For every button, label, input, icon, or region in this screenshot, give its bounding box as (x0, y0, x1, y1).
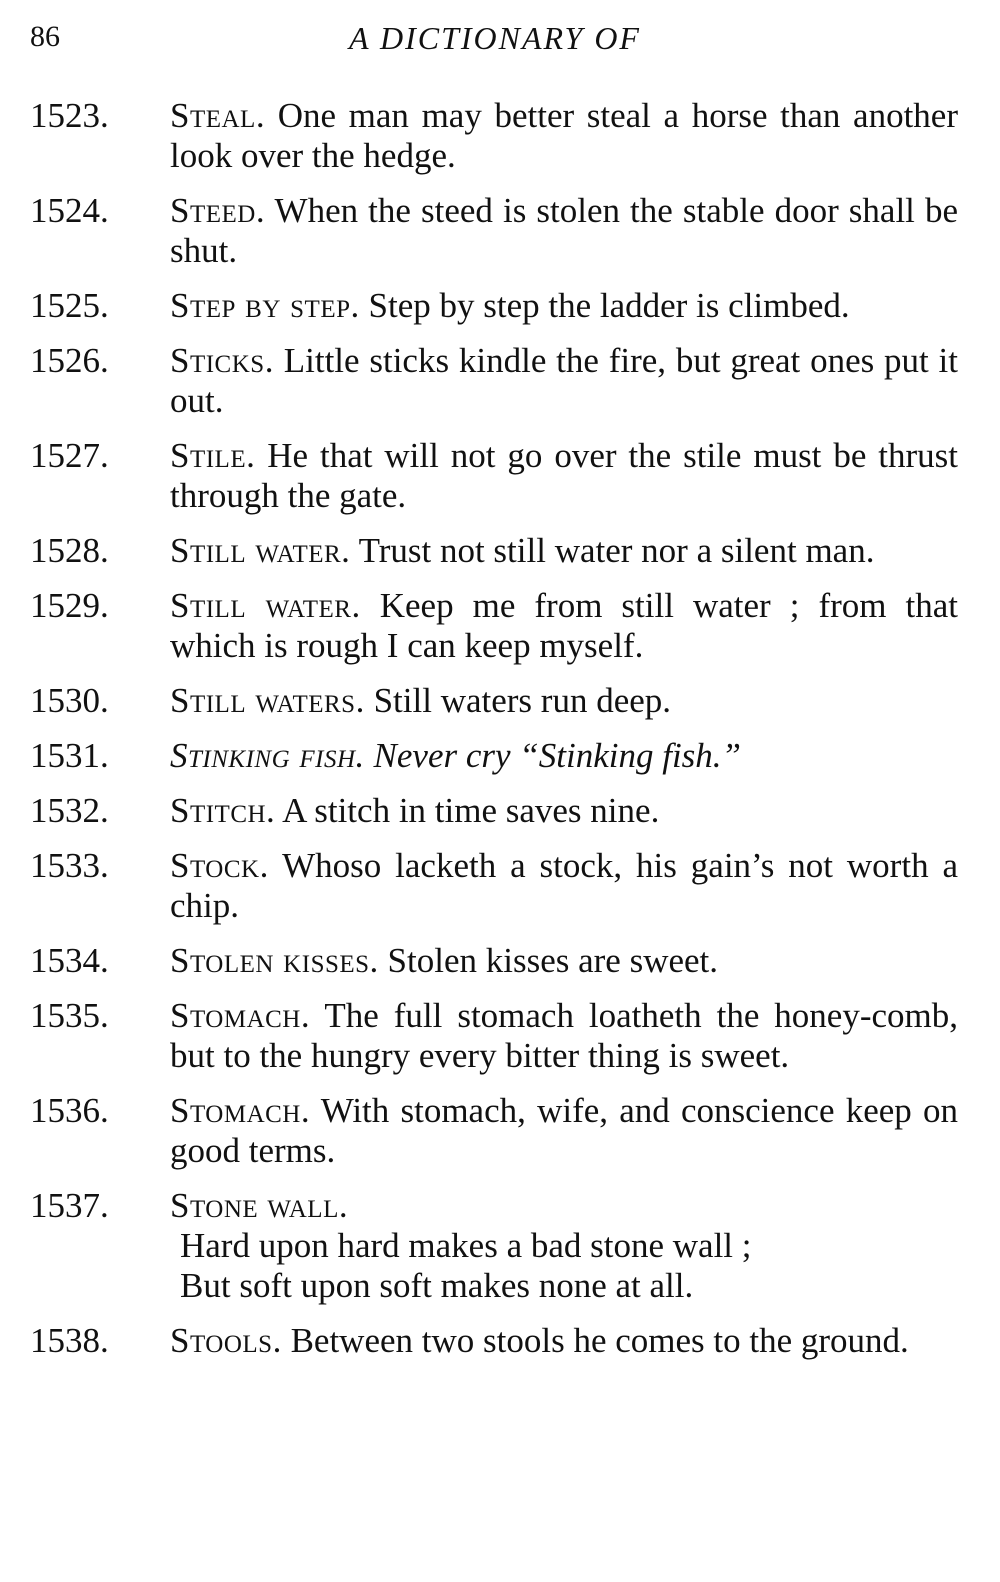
entry-number: 1538. (30, 1321, 109, 1360)
entry-1526 (30, 341, 958, 421)
entry-number: 1537. (30, 1186, 109, 1225)
entry-1532 (30, 791, 958, 831)
entry-number: 1529. (30, 586, 109, 625)
proverb-text: Step by step the ladder is climbed. (368, 286, 850, 325)
headword: Steal. (170, 96, 266, 135)
entry-number: 1536. (30, 1091, 109, 1130)
proverb-text: Whoso lacketh a stock, his gain’s not worth a chip. (170, 846, 958, 925)
entry-1529 (30, 586, 958, 666)
entry-number: 1523. (30, 96, 109, 135)
proverb-text: One man may better steal a horse than another look over the hedge. (170, 96, 958, 175)
entry-number: 1525. (30, 286, 109, 325)
entry-number: 1527. (30, 436, 109, 475)
headword: Stools. (170, 1321, 282, 1360)
proverb-text: Keep me from still water ; from that which is rough I can keep myself. (170, 586, 959, 665)
entry-1538 (30, 1321, 958, 1361)
proverb-text: Trust not still water nor a silent man. (358, 531, 875, 570)
page-number: 86 (30, 20, 60, 53)
proverb-text: The full stomach loatheth the honey-comb, but to the hungry every bitter thing is sweet. (170, 996, 958, 1075)
entry-1523 (30, 96, 958, 176)
proverb-text: Never cry “Stinking fish.” (373, 736, 742, 775)
proverb-text: He that will not go over the stile must be thrust through the gate. (170, 436, 958, 515)
proverb-text: A stitch in time saves nine. (282, 791, 660, 830)
proverb-text: Little sticks kindle the fire, but great ones put it out. (170, 341, 958, 420)
entry-number: 1530. (30, 681, 109, 720)
headword: Stolen kisses. (170, 941, 379, 980)
entry-1525 (30, 286, 958, 326)
entry-1527 (30, 436, 958, 516)
verse-line: Hard upon hard makes a bad stone wall ; (180, 1226, 752, 1265)
headword: Stile. (170, 436, 256, 475)
headword: Stinking fish. (170, 736, 365, 775)
headword: Stone wall. (170, 1186, 349, 1225)
entry-1528 (30, 531, 958, 571)
headword: Stomach. (170, 1091, 311, 1130)
entry-number: 1532. (30, 791, 109, 830)
entry-number: 1531. (30, 736, 109, 775)
proverb-text: When the steed is stolen the stable door shall be shut. (170, 191, 958, 270)
verse-line: But soft upon soft makes none at all. (180, 1266, 694, 1305)
entry-1531 (30, 736, 958, 776)
proverb-text: Still waters run deep. (373, 681, 672, 720)
entry-1534 (30, 941, 958, 981)
entry-1536 (30, 1091, 958, 1171)
entry-1537 (30, 1186, 958, 1306)
proverb-text: With stomach, wife, and conscience keep on good terms. (170, 1091, 958, 1170)
headword: Still waters. (170, 681, 365, 720)
entry-1524 (30, 191, 958, 271)
entry-number: 1524. (30, 191, 109, 230)
entry-number: 1535. (30, 996, 109, 1035)
headword: Stock. (170, 846, 269, 885)
entry-list (30, 96, 958, 1376)
proverb-text: Stolen kisses are sweet. (387, 941, 719, 980)
headword: Steed. (170, 191, 266, 230)
proverb-text: Between two stools he comes to the ground. (290, 1321, 909, 1360)
entry-number: 1534. (30, 941, 109, 980)
headword: Stitch. (170, 791, 276, 830)
entry-1535 (30, 996, 958, 1076)
entry-number: 1533. (30, 846, 109, 885)
headword: Sticks. (170, 341, 274, 380)
entry-number: 1526. (30, 341, 109, 380)
headword: Still water. (170, 586, 361, 625)
running-head: A DICTIONARY OF (349, 20, 641, 56)
entry-1533 (30, 846, 958, 926)
entry-1530 (30, 681, 958, 721)
entry-number: 1528. (30, 531, 109, 570)
page-header (30, 20, 960, 64)
headword: Step by step. (170, 286, 360, 325)
headword: Stomach. (170, 996, 311, 1035)
headword: Still water. (170, 531, 351, 570)
